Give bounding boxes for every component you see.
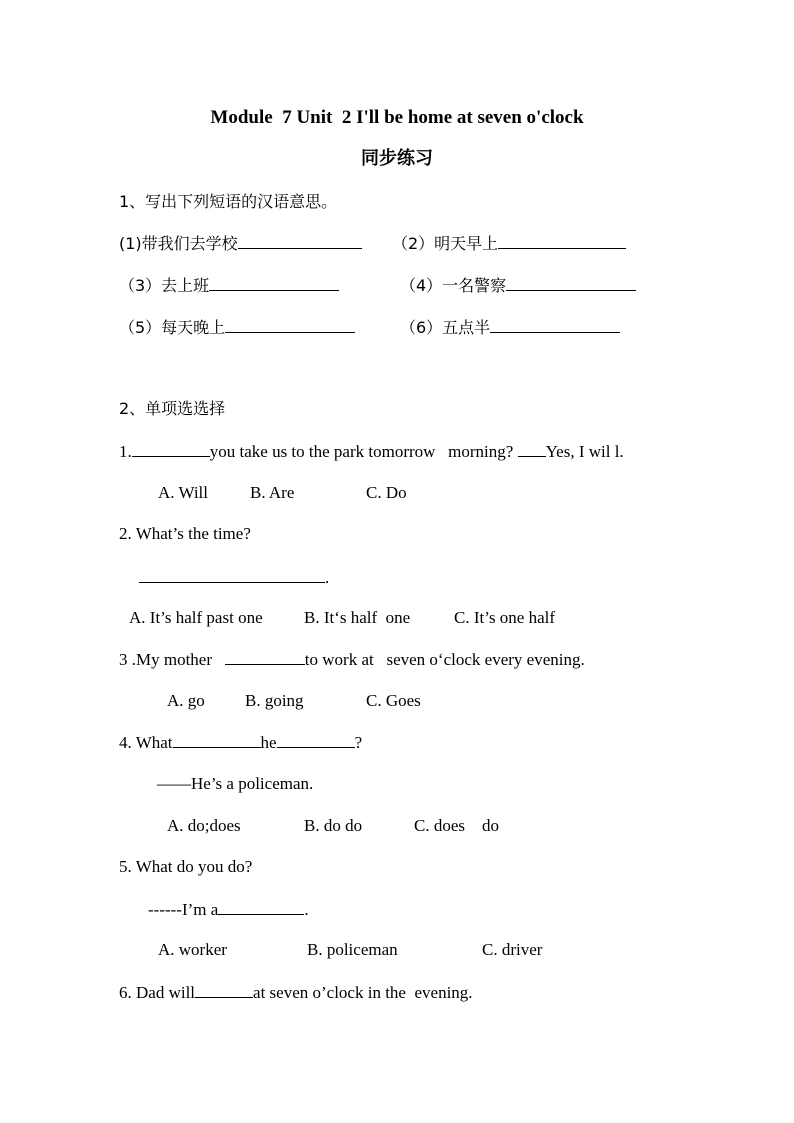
phrase-5-blank[interactable] (225, 316, 355, 333)
q2-blank-1[interactable] (139, 566, 195, 583)
q4-option-a: A. do;does (167, 816, 241, 835)
phrase-2-label: （2）明天早上 (392, 234, 499, 253)
question-6 (119, 981, 473, 1004)
q3-option-c: C. Goes (366, 691, 421, 710)
q2-answer-end: . (325, 568, 330, 587)
q2-blank-2[interactable] (195, 566, 325, 583)
q3-blank[interactable] (225, 648, 305, 665)
page-title: Module 7 Unit 2 I'll be home at seven o'clock (210, 107, 584, 128)
q3-option-b: B. going (245, 691, 304, 710)
q1-blank[interactable] (132, 440, 210, 457)
phrase-5 (119, 316, 355, 339)
q5-option-b: B. policeman (307, 940, 398, 959)
q1-answer: Yes, I wil l. (545, 442, 624, 461)
question-2: 2. What’s the time? (119, 524, 251, 543)
phrase-2-blank[interactable] (498, 232, 626, 249)
phrase-4 (400, 274, 636, 297)
q2-option-b: B. It‘s half one (304, 608, 411, 627)
phrase-1 (119, 232, 362, 255)
q4-blank-1[interactable] (173, 731, 261, 748)
q6-blank[interactable] (195, 981, 253, 998)
phrase-6-label: （6）五点半 (400, 318, 491, 337)
q4-prefix: 4. What (119, 733, 173, 752)
section1-heading: 1、写出下列短语的汉语意思。 (119, 192, 338, 211)
q2-option-a: A. It’s half past one (129, 608, 263, 627)
q3-prefix: 3 .My mother (119, 650, 213, 669)
section2-heading: 2、单项选选择 (119, 399, 226, 418)
question-4 (119, 731, 362, 754)
q4-mid: he (260, 733, 277, 752)
phrase-4-label: （4）一名警察 (400, 276, 507, 295)
q5-option-a: A. worker (158, 940, 227, 959)
q5-answer-line (148, 898, 309, 921)
phrase-2 (392, 232, 626, 255)
q3-suffix: to work at seven o‘clock every evening. (304, 650, 585, 669)
q1-option-b: B. Are (250, 483, 295, 502)
q4-option-c: C. does do (414, 816, 499, 835)
q4-end: ? (354, 733, 363, 752)
q1-text: you take us to the park tomorrow morning? (209, 442, 514, 461)
phrase-3 (119, 274, 339, 297)
q1-option-c: C. Do (366, 483, 407, 502)
q5-answer-prefix: ------I’m a (148, 900, 219, 919)
question-3 (119, 648, 585, 671)
phrase-6-blank[interactable] (490, 316, 620, 333)
phrase-4-blank[interactable] (506, 274, 636, 291)
q5-blank[interactable] (218, 898, 304, 915)
q1-answer-blank[interactable] (518, 440, 546, 457)
phrase-5-label: （5）每天晚上 (119, 318, 226, 337)
q4-answer: ——He’s a policeman. (157, 774, 314, 793)
question-1 (119, 440, 624, 463)
phrase-1-blank[interactable] (238, 232, 362, 249)
q4-option-b: B. do do (304, 816, 363, 835)
page-subtitle: 同步练习 (361, 148, 433, 169)
phrase-6 (400, 316, 620, 339)
q2-option-c: C. It’s one half (454, 608, 556, 627)
q6-prefix: 6. Dad will (119, 983, 196, 1002)
phrase-3-blank[interactable] (209, 274, 339, 291)
question-5: 5. What do you do? (119, 857, 253, 876)
q3-option-a: A. go (167, 691, 205, 710)
q5-answer-end: . (304, 900, 309, 919)
q5-option-c: C. driver (482, 940, 543, 959)
q1-option-a: A. Will (158, 483, 209, 502)
q1-number: 1. (119, 442, 132, 461)
phrase-1-label: (1)带我们去学校 (119, 234, 238, 253)
q2-answer-line (139, 566, 329, 589)
phrase-3-label: （3）去上班 (119, 276, 210, 295)
q6-suffix: at seven o’clock in the evening. (253, 983, 473, 1002)
q4-blank-2[interactable] (277, 731, 355, 748)
